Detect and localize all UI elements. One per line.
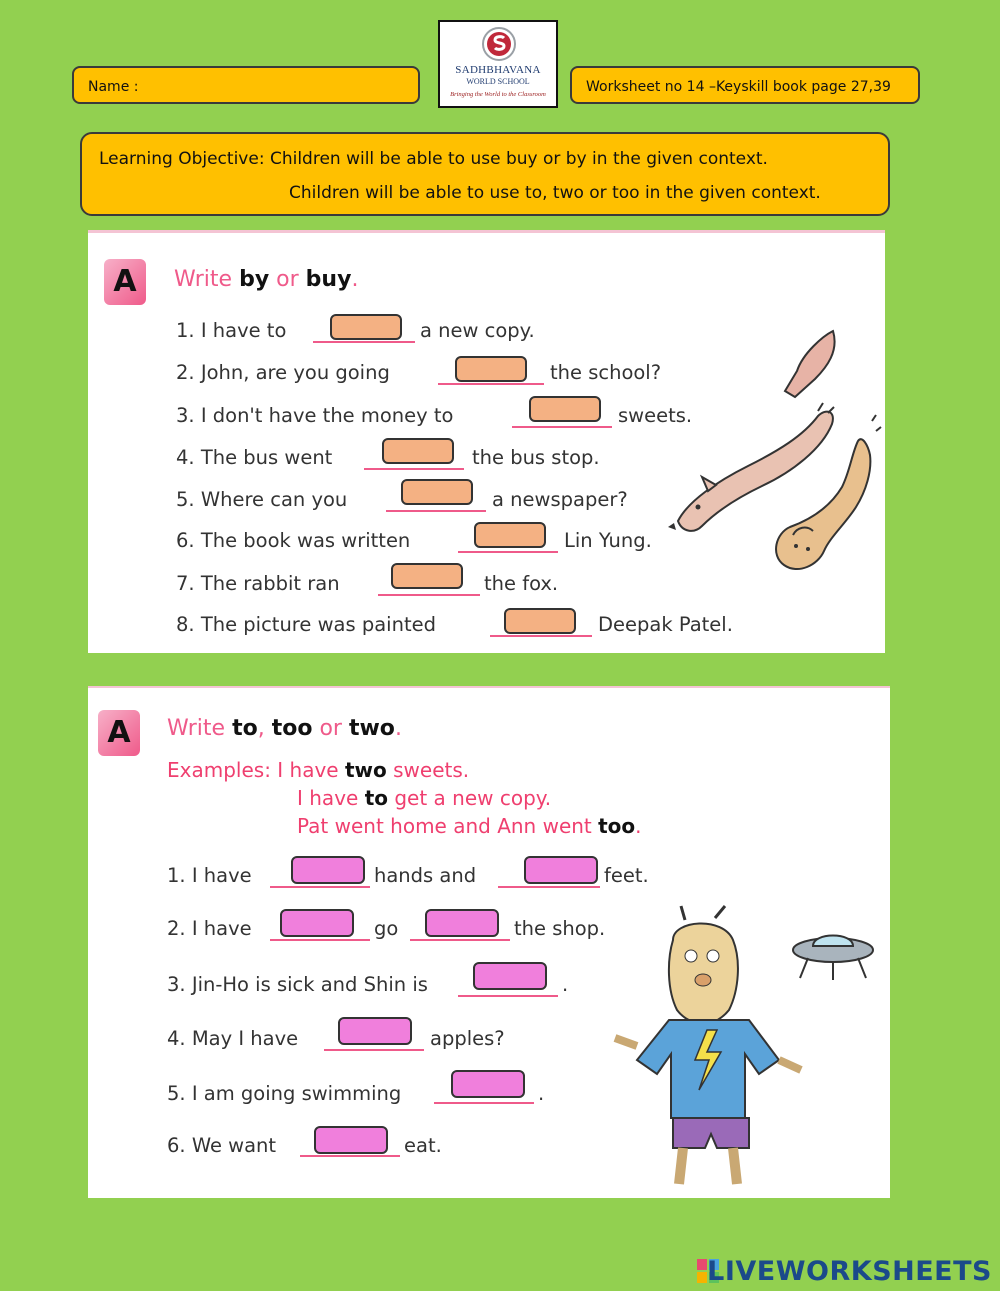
example-line-1: Examples: I have two sweets.	[167, 758, 470, 782]
worksheet-info	[570, 66, 920, 104]
section-heading: Write by or buy.	[174, 267, 359, 292]
question-row: 2. John, are you going	[176, 361, 390, 384]
question-row: 6. The book was written	[176, 529, 411, 552]
answer-line	[378, 594, 480, 596]
answer-blank-4[interactable]	[382, 438, 454, 464]
alien-illustration	[613, 900, 883, 1196]
question-rest: feet.	[604, 864, 649, 887]
question-row: 7. The rabbit ran	[176, 572, 340, 595]
section-heading: Write to, too or two.	[167, 716, 402, 741]
question-rest: Lin Yung.	[564, 529, 652, 552]
example-line-2: I have to get a new copy.	[297, 786, 552, 810]
section-badge: A	[98, 710, 140, 756]
question-row: 1. I have to	[176, 319, 287, 342]
logo-emblem-icon	[481, 26, 517, 62]
answer-line	[438, 383, 544, 385]
question-row: 1. I have	[167, 864, 252, 887]
question-rest: the shop.	[514, 917, 606, 940]
name-label: Name :	[88, 79, 139, 95]
learning-objective	[80, 132, 890, 216]
school-logo	[438, 20, 558, 108]
exercise-by-buy	[88, 230, 885, 653]
question-rest: hands and	[374, 864, 477, 887]
answer-blank-5[interactable]	[473, 962, 547, 990]
question-row: 4. The bus went	[176, 446, 333, 469]
answer-blank-7[interactable]	[451, 1070, 525, 1098]
answer-line	[324, 1049, 424, 1051]
question-row: 5. Where can you	[176, 488, 348, 511]
question-row: 3. Jin-Ho is sick and Shin is	[167, 973, 428, 996]
question-rest: eat.	[404, 1134, 442, 1157]
answer-line	[434, 1102, 534, 1104]
question-rest: .	[562, 973, 569, 996]
answer-line	[458, 551, 558, 553]
question-rest: .	[538, 1082, 545, 1105]
answer-line	[270, 886, 370, 888]
logo-tagline: Bringing the World to the Classroom	[450, 91, 546, 98]
answer-blank-3[interactable]	[280, 909, 354, 937]
section-badge: A	[104, 259, 146, 305]
example-line-3: Pat went home and Ann went too.	[297, 814, 642, 838]
question-rest: the fox.	[484, 572, 559, 595]
answer-line	[410, 939, 510, 941]
answer-blank-2[interactable]	[455, 356, 527, 382]
objective-line-2: Children will be able to use to, two or too in the given context.	[289, 183, 821, 203]
question-rest: sweets.	[618, 404, 693, 427]
question-rest: apples?	[430, 1027, 505, 1050]
answer-line	[498, 886, 600, 888]
objective-line-1: Learning Objective: Children will be able to use buy or by in the given context.	[99, 149, 768, 169]
answer-blank-8[interactable]	[314, 1126, 388, 1154]
answer-line	[270, 939, 370, 941]
answer-blank-7[interactable]	[391, 563, 463, 589]
question-rest: go	[374, 917, 399, 940]
question-row: 5. I am going swimming	[167, 1082, 402, 1105]
logo-subname: WORLD SCHOOL	[466, 77, 530, 86]
answer-blank-4[interactable]	[425, 909, 499, 937]
answer-blank-1[interactable]	[291, 856, 365, 884]
question-row: 8. The picture was painted	[176, 613, 436, 636]
question-row: 2. I have	[167, 917, 252, 940]
answer-blank-3[interactable]	[529, 396, 601, 422]
answer-blank-6[interactable]	[474, 522, 546, 548]
question-row: 4. May I have	[167, 1027, 299, 1050]
answer-line	[313, 341, 415, 343]
question-row: 6. We want	[167, 1134, 277, 1157]
fox-rabbit-illustration	[668, 321, 883, 601]
answer-blank-6[interactable]	[338, 1017, 412, 1045]
question-rest: a newspaper?	[492, 488, 628, 511]
question-rest: the school?	[550, 361, 662, 384]
question-rest: Deepak Patel.	[598, 613, 733, 636]
answer-blank-8[interactable]	[504, 608, 576, 634]
answer-line	[300, 1155, 400, 1157]
logo-name: SADHBHAVANA	[455, 64, 541, 76]
answer-line	[490, 635, 592, 637]
worksheet-label: Worksheet no 14 –Keyskill book page 27,39	[586, 79, 891, 95]
exercise-to-too-two	[88, 686, 890, 1198]
question-rest: the bus stop.	[472, 446, 600, 469]
question-row: 3. I don't have the money to	[176, 404, 454, 427]
answer-blank-2[interactable]	[524, 856, 598, 884]
question-rest: a new copy.	[420, 319, 535, 342]
answer-line	[512, 426, 612, 428]
answer-blank-1[interactable]	[330, 314, 402, 340]
answer-line	[364, 468, 464, 470]
answer-line	[458, 995, 558, 997]
answer-blank-5[interactable]	[401, 479, 473, 505]
liveworksheets-brand: LIVEWORKSHEETS	[707, 1256, 992, 1287]
name-field[interactable]	[72, 66, 420, 104]
answer-line	[386, 510, 486, 512]
